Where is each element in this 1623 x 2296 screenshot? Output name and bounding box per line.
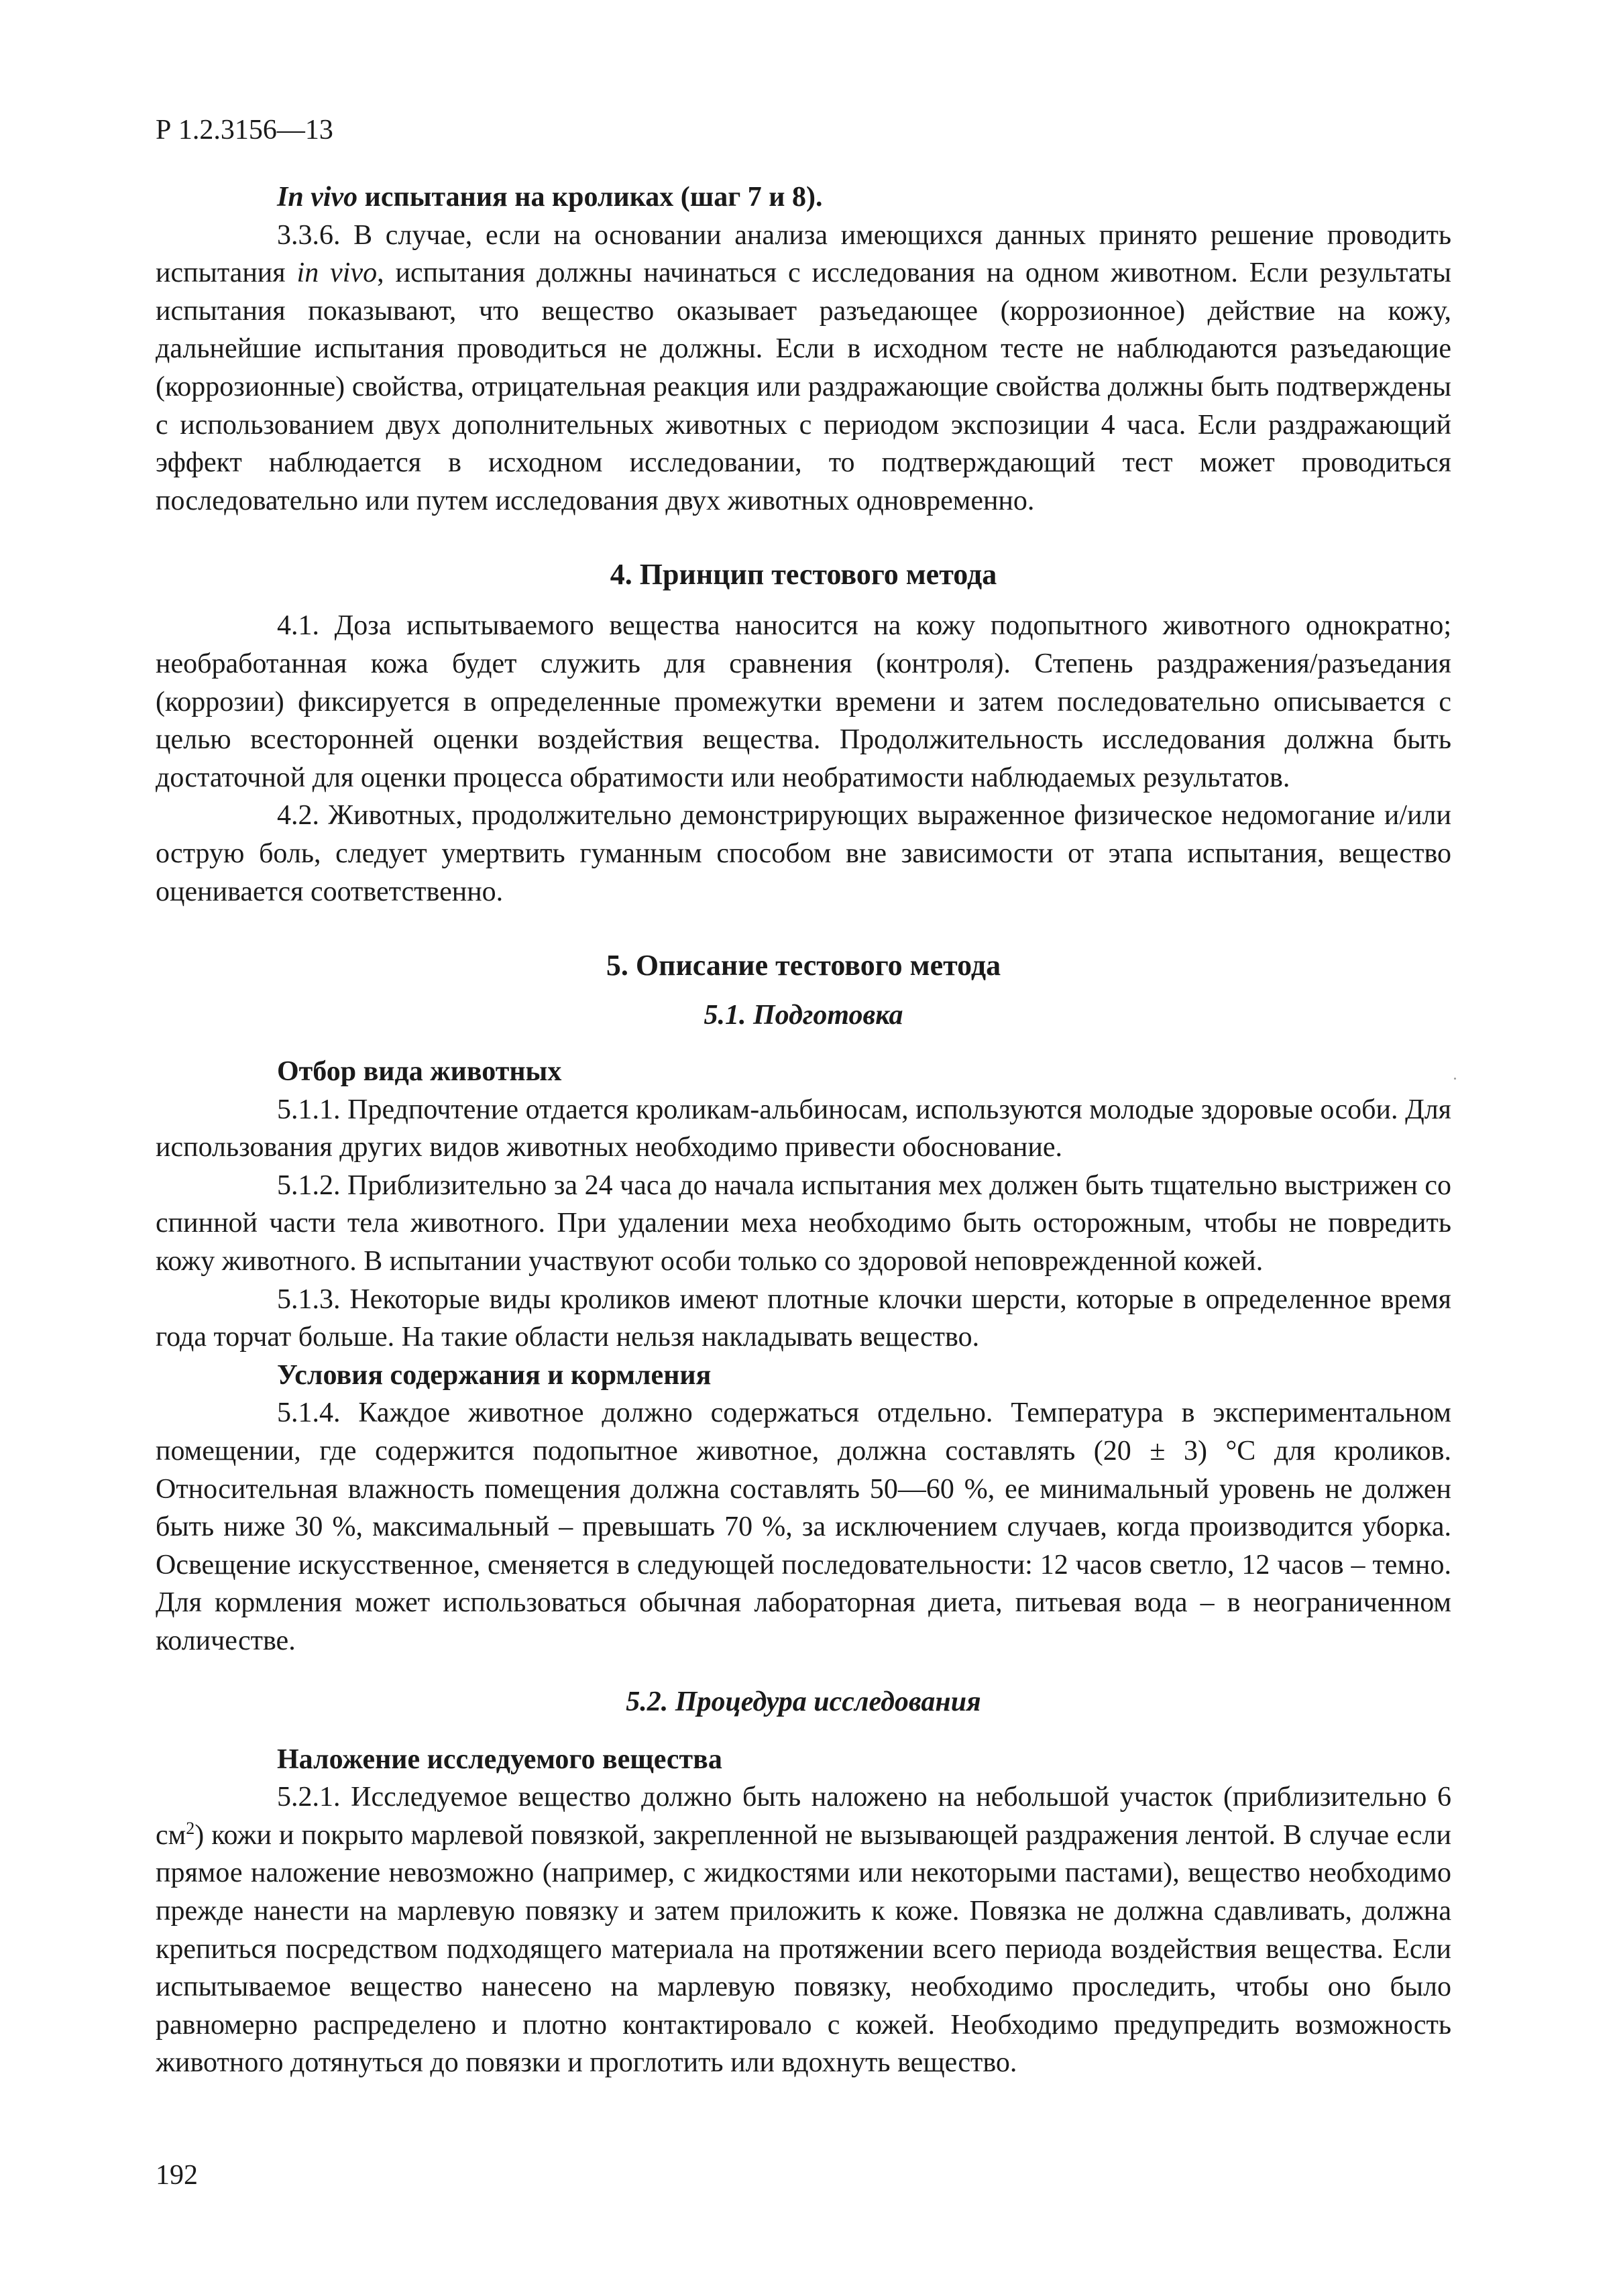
paragraph-4-2: 4.2. Животных, продолжительно демонстрирующих выраженное физическое недомогание и/или острую боль, следует умертвить гуманным способом вне зависимости от этапа испытания, вещество оценивается соответственно. [156,800,1451,907]
subheading-species: Отбор вида животных [277,1056,562,1088]
paragraph-5-2-1-part2: ) кожи и покрыто марлевой повязкой, закрепленной не вызывающей раздражения лентой. В случае если прямое наложение невозможно (например, с жидкостями или некоторыми пастами), вещество необходимо прежде нанести на марлевую повязку и затем приложить к коже. Повязка не должна сдавливать, должна крепиться посредством подходящего материала на протяжении всего периода воздействия вещества. Если испытываемое вещество нанесено на марлевую повязку, необходимо проследить, чтобы оно было равномерно распределено и плотно контактировало с кожей. Необходимо предупредить возможность животного дотянуться до повязки и проглотить или вдохнуть вещество. [156,1819,1451,2079]
paragraph-3-3-6-part1: 3.3.6. В случае, если на основании анализа имеющихся данных принято решение проводить испытания [156,219,1451,289]
paragraph-4-1: 4.1. Доза испытываемого вещества наносится на кожу подопытного животного однократно; необработанная кожа будет служить для сравнения (контроля). Степень раздражения/разъедания (коррозии) фиксируется в определенные промежутки времени и затем последовательно описывается с целью всесторонней оценки воздействия вещества. Продолжительность исследования должна быть достаточной для оценки процесса обратимости или необратимости наблюдаемых результатов. [156,610,1451,793]
paragraph-3-3-6 [156,217,1451,520]
paragraph-3-3-6-part2: , испытания должны начинаться с исследования на одном животном. Если результаты испытания показывают, что вещество оказывает разъедающее (коррозионное) действие на кожу, дальнейшие испытания проводиться не должны. Если в исходном тесте не наблюдаются разъедающие (коррозионные) свойства, отрицательная реакция или раздражающие свойства должны быть подтверждены с использованием двух дополнительных животных с периодом экспозиции 4 часа. Если раздражающий эффект наблюдается в исходном исследовании, то подтверждающий тест может проводиться последовательно или путем исследования двух животных одновременно. [156,257,1452,516]
paragraph-5-2-1 [156,1778,1451,2082]
paragraph-5-1-1: 5.1.1. Предпочтение отдается кроликам-альбиносам, используются молодые здоровые особи. Для использования других видов животных необходимо привести обоснование. [156,1094,1451,1163]
in-vivo-heading [156,178,1451,217]
subheading-application: Наложение исследуемого вещества [277,1743,722,1775]
in-vivo-heading-latin: In vivo [277,182,358,213]
document-code: Р 1.2.3156—13 [156,115,333,146]
paragraph-5-1-4: 5.1.4. Каждое животное должно содержаться отдельно. Температура в экспериментальном помещении, где содержится подопытное животное, должна составлять (20 ± 3) °С для кроликов. Относительная влажность помещения должна составлять 50—60 %, ее минимальный уровень не должен быть ниже 30 %, максимальный – превышать 70 %, за исключением случаев, когда производится уборка. Освещение искусственное, сменяется в следующей последовательности: 12 часов светло, 12 часов – темно. Для кормления может использоваться обычная лабораторная диета, питьевая вода – в неограниченном количестве. [156,1397,1451,1656]
paragraph-5-1-3: 5.1.3. Некоторые виды кроликов имеют плотные клочки шерсти, которые в определенное время года торчат больше. На такие области нельзя накладывать вещество. [156,1283,1451,1353]
section-5-1-title: 5.1. Подготовка [704,1000,903,1031]
section-5-title: 5. Описание тестового метода [606,949,1001,982]
subheading-housing: Условия содержания и кормления [277,1359,712,1391]
section-5-2-title: 5.2. Процедура исследования [626,1686,981,1717]
section-4-title: 4. Принцип тестового метода [610,558,997,591]
page-number: 192 [156,2160,198,2191]
paragraph-5-2-1-part1: 5.2.1. Исследуемое вещество должно быть наложено на небольшой участок (приблизительно 6 см [156,1782,1451,1851]
page-body [156,178,1451,2082]
paragraph-3-3-6-latin: in vivo [296,257,378,289]
paragraph-5-1-2: 5.1.2. Приблизительно за 24 часа до начала испытания мех должен быть тщательно выстрижен со спинной части тела животного. При удалении меха необходимо быть осторожным, чтобы не повредить кожу животного. В испытании участвуют особи только со здоровой неповрежденной кожей. [156,1169,1451,1277]
superscript-2: 2 [186,1818,195,1838]
scan-speck [1454,1078,1456,1080]
in-vivo-heading-text: испытания на кроликах (шаг 7 и 8). [357,182,823,213]
